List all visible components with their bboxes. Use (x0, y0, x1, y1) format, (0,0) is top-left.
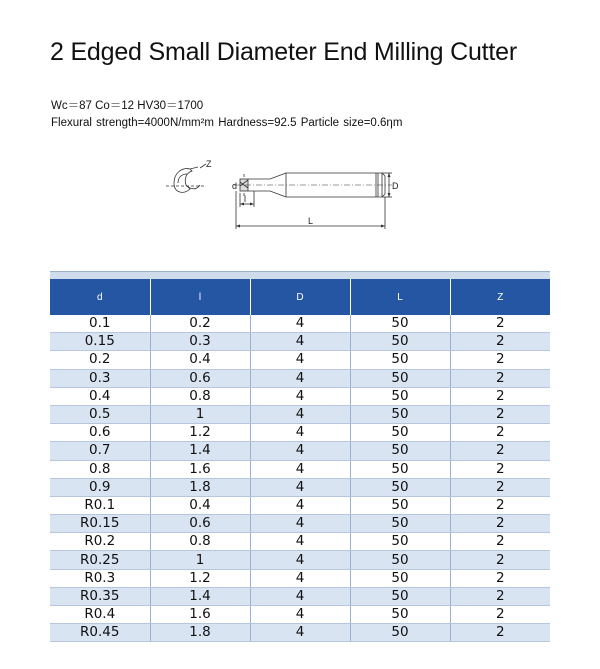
table-cell: 2 (450, 496, 550, 514)
table-row (50, 587, 550, 605)
table-cell: 0.15 (50, 333, 150, 351)
cutter-technical-drawing (160, 155, 410, 235)
table-cell: 2 (450, 587, 550, 605)
table-cell: 4 (250, 405, 350, 423)
table-cell: 50 (350, 515, 450, 533)
table-cell: 2 (450, 369, 550, 387)
table-row (50, 624, 550, 642)
table-cell: 4 (250, 606, 350, 624)
table-cell: 1.6 (150, 606, 250, 624)
table-cell: 50 (350, 587, 450, 605)
table-cell: R0.3 (50, 569, 150, 587)
table-cell: 1.4 (150, 442, 250, 460)
table-cell: 1 (150, 405, 250, 423)
table-row (50, 351, 550, 369)
table-cell: 4 (250, 624, 350, 642)
table-cell: R0.25 (50, 551, 150, 569)
table-cell: R0.35 (50, 587, 150, 605)
table-row (50, 333, 550, 351)
table-cell: 4 (250, 551, 350, 569)
material-spec-line: Wc＝87 Co＝12 HV30＝1700 (51, 100, 204, 112)
table-cell: 4 (250, 387, 350, 405)
table-cell: 50 (350, 624, 450, 642)
table-cell: 0.2 (50, 351, 150, 369)
z-label: Z (206, 159, 212, 169)
table-row (50, 569, 550, 587)
table-cell: 0.8 (50, 460, 150, 478)
l-label: l (244, 194, 246, 204)
table-cell: 2 (450, 315, 550, 333)
table-cell: 0.6 (150, 515, 250, 533)
table-cell: 0.8 (150, 533, 250, 551)
table-cell: 1.8 (150, 624, 250, 642)
table-cell: 50 (350, 405, 450, 423)
table-cell: 50 (350, 478, 450, 496)
table-cell: 0.4 (50, 387, 150, 405)
table-cell: 4 (250, 442, 350, 460)
table-cell: 4 (250, 424, 350, 442)
table-cell: 50 (350, 460, 450, 478)
table-row (50, 442, 550, 460)
specification-table-container (50, 271, 550, 642)
table-top-bar (50, 271, 550, 279)
table-cell: 2 (450, 387, 550, 405)
table-cell: 0.3 (50, 369, 150, 387)
table-cell: 1.2 (150, 424, 250, 442)
table-cell: 0.8 (150, 387, 250, 405)
table-row (50, 606, 550, 624)
table-cell: R0.1 (50, 496, 150, 514)
table-cell: 50 (350, 333, 450, 351)
table-cell: 4 (250, 369, 350, 387)
table-cell: 0.2 (150, 315, 250, 333)
table-cell: 2 (450, 460, 550, 478)
table-cell: 4 (250, 533, 350, 551)
column-header-l: l (150, 279, 250, 315)
table-cell: 4 (250, 587, 350, 605)
table-cell: 2 (450, 424, 550, 442)
table-row (50, 533, 550, 551)
table-body (50, 315, 550, 642)
table-cell: 50 (350, 424, 450, 442)
table-row (50, 515, 550, 533)
table-cell: 50 (350, 551, 450, 569)
table-cell: 50 (350, 496, 450, 514)
table-cell: R0.45 (50, 624, 150, 642)
table-cell: 1.8 (150, 478, 250, 496)
table-row (50, 496, 550, 514)
table-cell: 4 (250, 315, 350, 333)
table-cell: 4 (250, 460, 350, 478)
table-row (50, 387, 550, 405)
table-cell: 4 (250, 515, 350, 533)
table-cell: 2 (450, 533, 550, 551)
column-header-L: L (350, 279, 450, 315)
table-cell: R0.4 (50, 606, 150, 624)
properties-spec-line: Flexural strength=4000N/mm²m Hardness=92.5 Particle size=0.6ηm (51, 117, 403, 129)
table-row (50, 424, 550, 442)
table-cell: 0.6 (150, 369, 250, 387)
table-cell: 0.3 (150, 333, 250, 351)
cutter-end-view (166, 164, 206, 192)
table-cell: 0.6 (50, 424, 150, 442)
table-cell: 1.4 (150, 587, 250, 605)
table-cell: 50 (350, 569, 450, 587)
column-header-D: D (250, 279, 350, 315)
table-row (50, 551, 550, 569)
table-cell: 0.9 (50, 478, 150, 496)
table-cell: 0.5 (50, 405, 150, 423)
table-cell: 50 (350, 442, 450, 460)
table-row (50, 460, 550, 478)
table-cell: 0.4 (150, 351, 250, 369)
page-title: 2 Edged Small Diameter End Milling Cutter (50, 38, 518, 66)
table-cell: 1.6 (150, 460, 250, 478)
table-header-row (50, 279, 550, 315)
table-cell: 50 (350, 315, 450, 333)
table-row (50, 369, 550, 387)
table-cell: 2 (450, 333, 550, 351)
table-cell: 0.1 (50, 315, 150, 333)
table-cell: 50 (350, 351, 450, 369)
table-cell: 2 (450, 624, 550, 642)
table-cell: 1.2 (150, 569, 250, 587)
table-cell: 50 (350, 387, 450, 405)
table-cell: 2 (450, 351, 550, 369)
table-cell: 0.4 (150, 496, 250, 514)
table-cell: R0.15 (50, 515, 150, 533)
table-cell: 4 (250, 478, 350, 496)
table-cell: 50 (350, 606, 450, 624)
L-label: L (308, 216, 314, 226)
specification-table (50, 279, 550, 642)
table-cell: 50 (350, 369, 450, 387)
table-cell: 2 (450, 551, 550, 569)
table-cell: 2 (450, 405, 550, 423)
table-cell: 4 (250, 333, 350, 351)
table-cell: 0.7 (50, 442, 150, 460)
table-cell: 4 (250, 496, 350, 514)
table-cell: 2 (450, 569, 550, 587)
table-row (50, 315, 550, 333)
table-row (50, 405, 550, 423)
table-cell: 2 (450, 606, 550, 624)
table-cell: 4 (250, 351, 350, 369)
d-label: d (232, 181, 238, 191)
table-cell: R0.2 (50, 533, 150, 551)
table-cell: 2 (450, 515, 550, 533)
table-row (50, 478, 550, 496)
table-cell: 4 (250, 569, 350, 587)
column-header-d: d (50, 279, 150, 315)
table-cell: 50 (350, 533, 450, 551)
D-label: D (392, 181, 399, 191)
table-cell: 2 (450, 478, 550, 496)
table-cell: 2 (450, 442, 550, 460)
column-header-z: Z (450, 279, 550, 315)
table-cell: 1 (150, 551, 250, 569)
